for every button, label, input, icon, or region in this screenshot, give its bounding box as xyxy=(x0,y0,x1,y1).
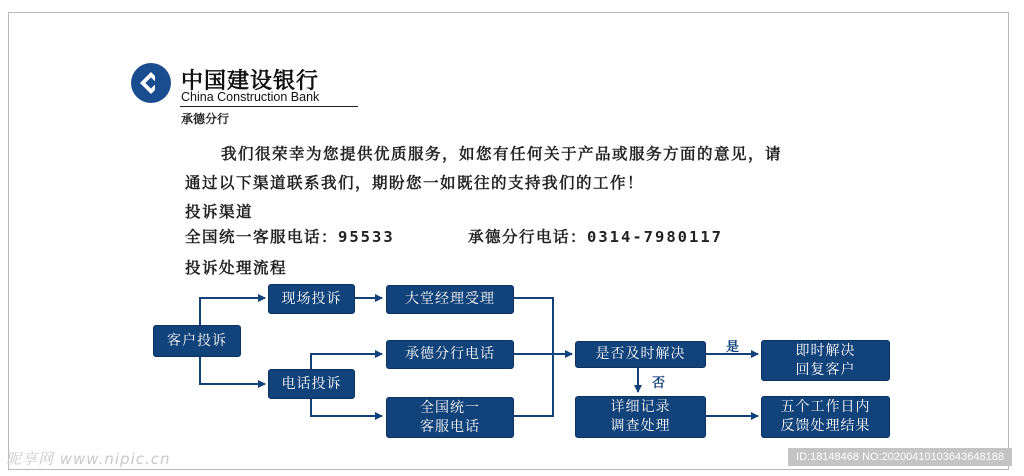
node-resolve-reply xyxy=(761,340,890,381)
connector-to-onsite xyxy=(200,298,265,325)
node-branch-phone: 承德分行电话 xyxy=(386,340,514,369)
process-title: 投诉处理流程 xyxy=(185,258,288,277)
branch-hotline-label: 承德分行电话： xyxy=(468,227,588,246)
node-national-line-1: 全国统一 xyxy=(420,399,480,416)
node-resolve-line-1: 即时解决 xyxy=(795,342,856,359)
intro-line-1: 我们很荣幸为您提供优质服务，如您有任何关于产品或服务方面的意见，请 xyxy=(221,144,783,163)
node-feedback-line-1: 五个工作日内 xyxy=(780,399,871,415)
watermark-id: ID:18148468 NO:20200410103643648188 xyxy=(788,448,1012,466)
no-label: 否 xyxy=(652,376,666,391)
node-customer-complaint: 客户投诉 xyxy=(153,325,241,357)
connector-to-national xyxy=(311,396,382,416)
connector-merge xyxy=(514,298,553,416)
node-record-investigate xyxy=(575,396,706,438)
node-onsite-complaint: 现场投诉 xyxy=(268,284,355,314)
brand-name-cn: 中国建设银行 xyxy=(181,69,320,94)
node-feedback-result xyxy=(761,396,890,438)
node-timely-resolved: 是否及时解决 xyxy=(575,341,706,368)
node-national-line-2: 客服电话 xyxy=(420,418,480,435)
branch-name: 承德分行 xyxy=(181,112,230,126)
node-lobby-manager: 大堂经理受理 xyxy=(386,285,514,314)
national-hotline-label: 全国统一客服电话： xyxy=(185,227,339,246)
intro-line-2: 通过以下渠道联系我们，期盼您一如既往的支持我们的工作！ xyxy=(185,173,645,192)
watermark-site: 昵享网 www.nipic.cn xyxy=(6,450,171,468)
connector-to-phone xyxy=(200,357,265,384)
node-phone-complaint: 电话投诉 xyxy=(268,369,355,399)
node-resolve-line-2: 回复客户 xyxy=(795,361,856,378)
yes-label: 是 xyxy=(726,340,740,355)
brand-name-en: China Construction Bank xyxy=(181,90,320,104)
channels-title: 投诉渠道 xyxy=(185,202,254,221)
node-feedback-line-2: 反馈处理结果 xyxy=(780,418,871,434)
node-record-line-2: 调查处理 xyxy=(610,418,671,434)
node-national-hotline xyxy=(386,397,514,438)
node-record-line-1: 详细记录 xyxy=(610,399,671,415)
national-hotline-number: 95533 xyxy=(338,228,395,246)
branch-hotline-number: 0314-7980117 xyxy=(587,228,723,246)
